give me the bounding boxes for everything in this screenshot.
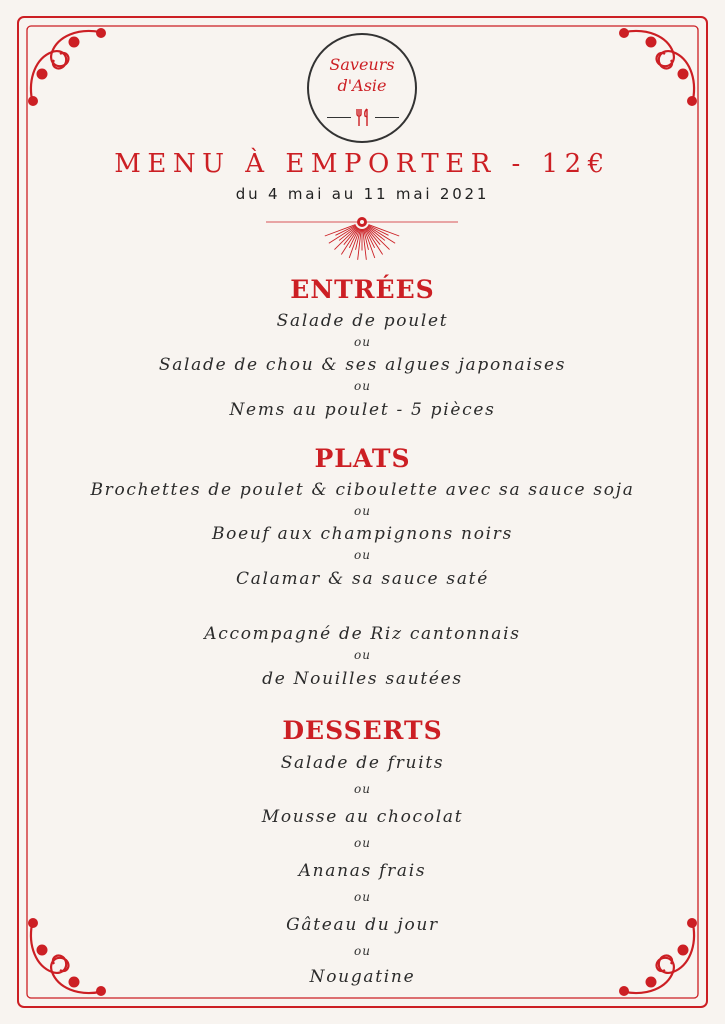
or-separator: ou xyxy=(354,504,371,518)
cutlery-icon xyxy=(355,107,371,127)
section-heading-desserts: DESSERTS xyxy=(282,716,443,745)
restaurant-logo xyxy=(307,33,417,143)
menu-item: Nems au poulet - 5 pièces xyxy=(229,400,496,420)
menu-item: Salade de fruits xyxy=(280,753,445,773)
section-heading-plats: PLATS xyxy=(314,444,411,473)
menu-item: Salade de chou & ses algues japonaises xyxy=(158,355,567,375)
menu-item: Ananas frais xyxy=(298,861,427,881)
logo-rule-left xyxy=(327,117,351,118)
side-dish: de Nouilles sautées xyxy=(262,669,463,689)
or-separator: ou xyxy=(354,379,371,393)
or-separator: ou xyxy=(354,648,371,662)
section-heading-entrees: ENTRÉES xyxy=(290,275,435,304)
sunburst-divider-icon xyxy=(266,212,458,264)
menu-item: Mousse au chocolat xyxy=(261,807,464,827)
or-separator: ou xyxy=(354,335,371,349)
menu-title: MENU À EMPORTER - 12€ xyxy=(114,149,611,179)
or-separator: ou xyxy=(354,782,371,796)
menu-item: Brochettes de poulet & ciboulette avec sa sauce soja xyxy=(90,480,635,500)
menu-item: Boeuf aux champignons noirs xyxy=(211,524,514,544)
menu-item: Gâteau du jour xyxy=(286,915,439,935)
or-separator: ou xyxy=(354,890,371,904)
menu-dates: du 4 mai au 11 mai 2021 xyxy=(235,185,490,203)
logo-rule-right xyxy=(375,117,399,118)
or-separator: ou xyxy=(354,836,371,850)
menu-item: Calamar & sa sauce saté xyxy=(236,569,489,589)
or-separator: ou xyxy=(354,548,371,562)
side-dish: Accompagné de Riz cantonnais xyxy=(204,624,521,644)
logo-line-2: d'Asie xyxy=(337,76,387,95)
menu-item: Nougatine xyxy=(309,967,416,987)
logo-line-1: Saveurs xyxy=(329,55,395,74)
or-separator: ou xyxy=(354,944,371,958)
menu-item: Salade de poulet xyxy=(276,311,449,331)
